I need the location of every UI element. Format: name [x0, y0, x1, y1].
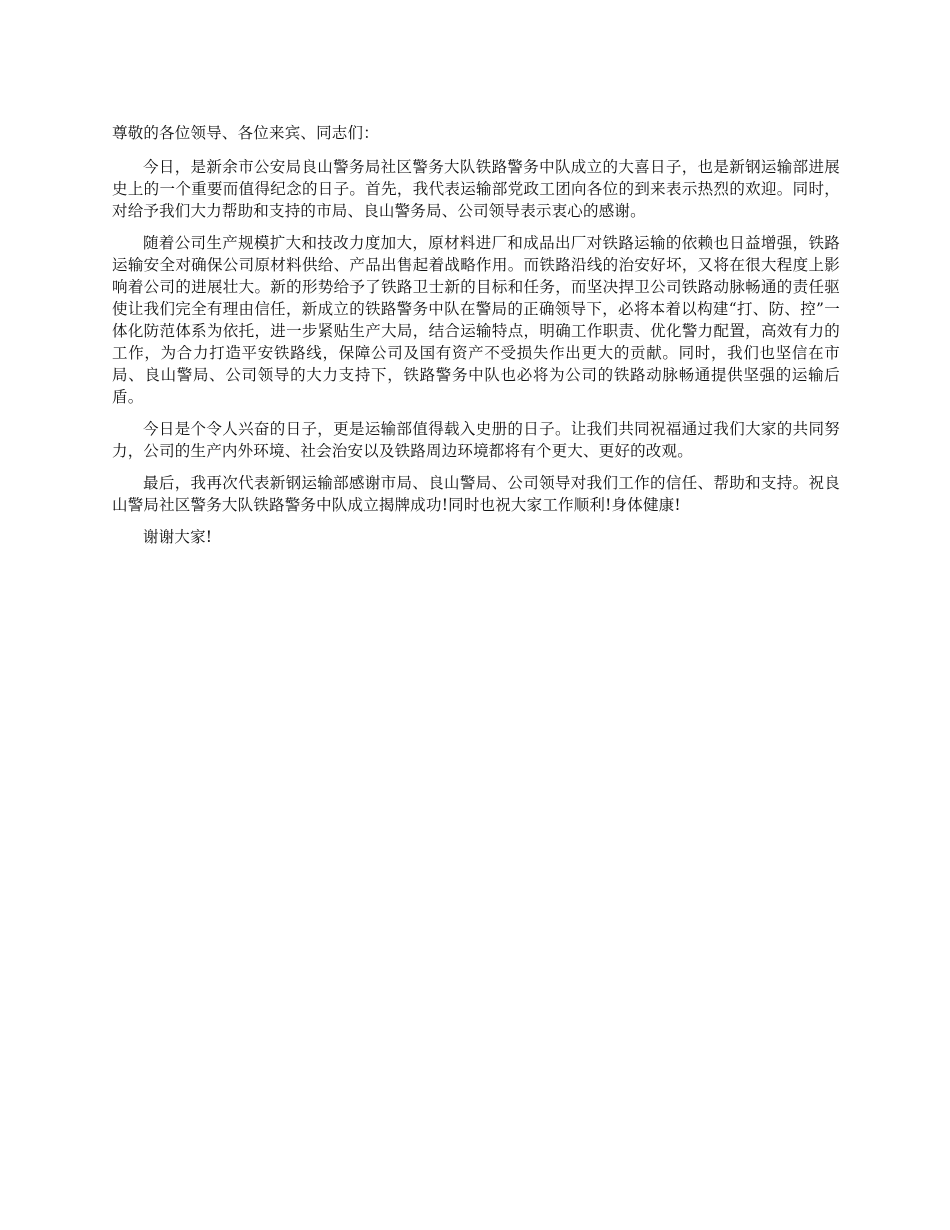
document-body — [112, 122, 840, 558]
paragraph-welcome: 今日，是新余市公安局良山警务局社区警务大队铁路警务中队成立的大喜日子，也是新钢运输部进展史上的一个重要而值得纪念的日子。首先，我代表运输部党政工团向各位的到来表示热烈的欢迎。同时，对给予我们大力帮助和支持的市局、良山警务局、公司领导表示衷心的感谢。 — [112, 158, 840, 220]
paragraph-background: 随着公司生产规模扩大和技改力度加大，原材料进厂和成品出厂对铁路运输的依赖也日益增强，铁路运输安全对确保公司原材料供给、产品出售起着战略作用。而铁路沿线的治安好坏，又将在很大程度上影响着公司的进展壮大。新的形势给予了铁路卫士新的目标和任务，而坚决捍卫公司铁路动脉畅通的责任驱使让我们完全有理由信任，新成立的铁路警务中队在警局的正确领导下，必将本着以构建“打、防、控”一体化防范体系为依托，进一步紧贴生产大局，结合运输特点，明确工作职责、优化警力配置，高效有力的工作，为合力打造平安铁路线，保障公司及国有资产不受损失作出更大的贡献。同时，我们也坚信在市局、良山警局、公司领导的大力支持下，铁路警务中队也必将为公司的铁路动脉畅通提供坚强的运输后盾。 — [112, 234, 840, 406]
salutation: 尊敬的各位领导、各位来宾、同志们： — [112, 124, 379, 142]
paragraph-closing: 谢谢大家! — [143, 528, 213, 546]
paragraph-thanks: 最后，我再次代表新钢运输部感谢市局、良山警局、公司领导对我们工作的信任、帮助和支持。祝良山警局社区警务大队铁路警务中队成立揭牌成功!同时也祝大家工作顺利!身体健康! — [112, 474, 840, 514]
paragraph-celebration: 今日是个令人兴奋的日子，更是运输部值得载入史册的日子。让我们共同祝福通过我们大家的共同努力，公司的生产内外环境、社会治安以及铁路周边环境都将有个更大、更好的改观。 — [112, 420, 840, 460]
